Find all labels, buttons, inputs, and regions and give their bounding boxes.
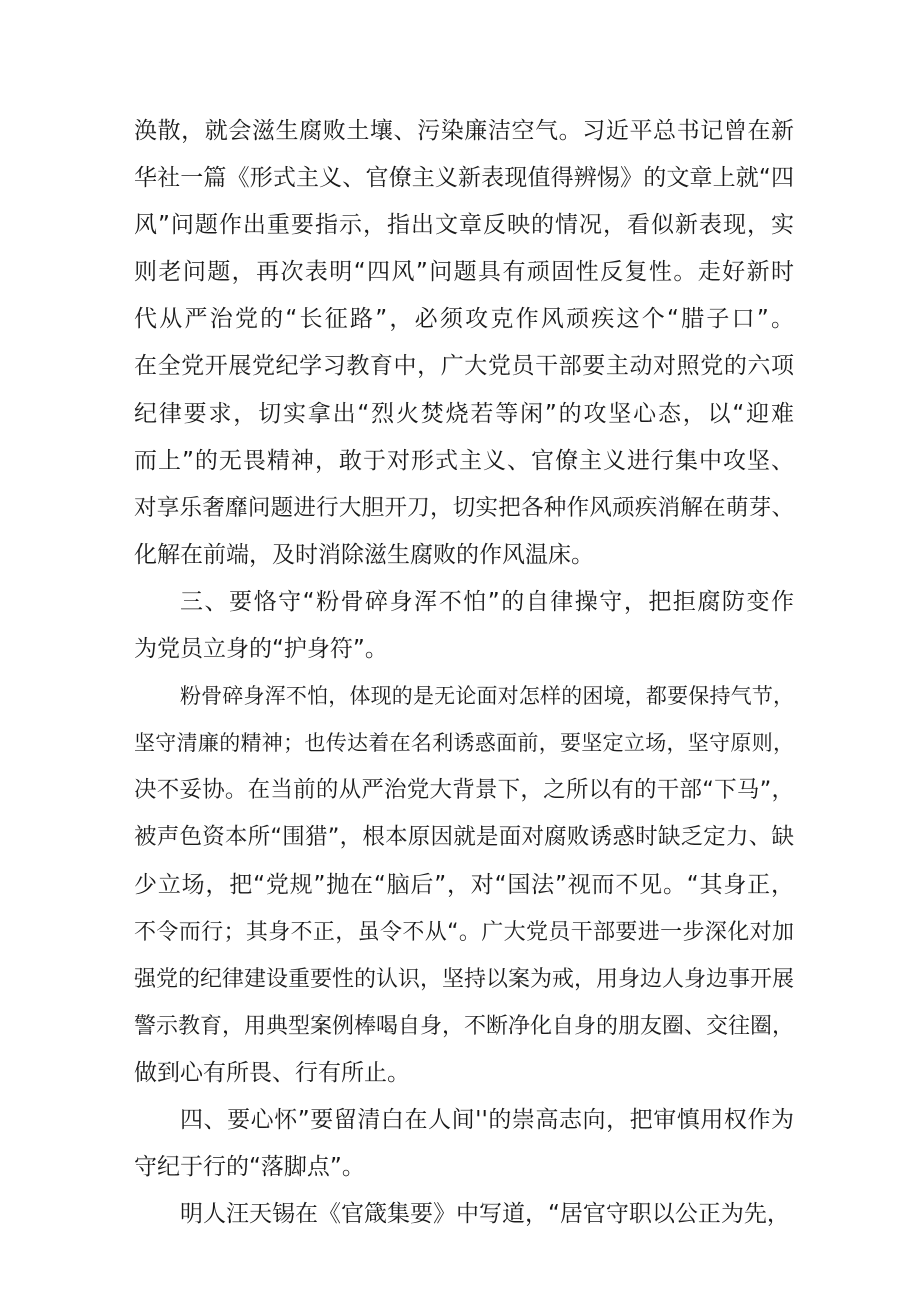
text-line: 华社一篇《形式主义、官僚主义新表现值得辨惕》的文章上就“四 (134, 165, 794, 192)
paragraph-3 (134, 673, 794, 1097)
paragraph-1 (134, 108, 794, 579)
text-line: 警示教育，用典型案例棒喝自身，不断净化自身的朋友圈、交往圈， (134, 1013, 795, 1039)
text-line: 风”问题作出重要指示，指出文章反映的情况，看似新表现，实 (134, 212, 794, 239)
text-line: 少立场，把“党规”抛在“脑后”，对“国法”视而不见。“其身正， (134, 871, 794, 898)
text-line: 而上”的无畏精神，敢于对形式主义、官僚主义进行集中攻坚、 (134, 447, 794, 474)
text-line: 坚守清廉的精神；也传达着在名利诱惑面前，要坚定立场，坚守原则， (134, 731, 794, 756)
text-line: 决不妥协。在当前的从严治党大背景下，之所以有的干部“下马”， (134, 777, 794, 804)
text-line: 强党的纪律建设重要性的认识，坚持以案为戒，用身边人身边事开展 (134, 966, 795, 992)
text-line: 对享乐奢靡问题进行大胆开刀，切实把各种作风顽疾消解在萌芽、 (134, 494, 794, 521)
heading-line: 三、要恪守“粉骨碎身浑不怕”的自律操守，把拒腐防变作 (180, 588, 794, 615)
document-body (134, 108, 794, 1238)
text-line: 在全党开展党纪学习教育中，广大党员干部要主动对照党的六项 (134, 353, 794, 380)
heading-line: 四、要心怀”要留清白在人间''的崇高志向，把审慎用权作为 (180, 1106, 794, 1133)
text-line: 做到心有所畏、行有所止。 (134, 1059, 410, 1086)
text-line: 化解在前端，及时消除滋生腐败的作风温床。 (134, 541, 594, 568)
text-line: 代从严治党的“长征路”，必须攻克作风顽疾这个“腊子口”。 (134, 306, 794, 333)
heading-line: 为党员立身的“护身符”。 (134, 636, 388, 663)
text-line: 纪律要求，切实拿出“烈火焚烧若等闲”的攻坚心态，以“迎难 (134, 400, 794, 427)
text-line: 明人汪天锡在《官箴集要》中写道，“居官守职以公正为先， (180, 1201, 790, 1228)
text-line: 则老问题，再次表明“四风”问题具有顽固性反复性。走好新时 (134, 259, 794, 286)
text-line: 粉骨碎身浑不怕，体现的是无论面对怎样的困境，都要保持气节， (180, 684, 794, 709)
text-line: 不令而行；其身不正，虽令不从“。广大党员干部要进一步深化对加 (134, 919, 794, 945)
paragraph-5 (134, 1191, 794, 1238)
heading-line: 守纪于行的“落脚点”。 (134, 1154, 365, 1181)
section-heading-3 (134, 579, 794, 673)
text-line: 涣散，就会滋生腐败土壤、污染廉洁空气。习近平总书记曾在新 (134, 118, 794, 144)
text-line: 被声色资本所“围猎”，根本原因就是面对腐败诱惑时缺乏定力、缺 (134, 824, 794, 851)
section-heading-4 (134, 1097, 794, 1191)
